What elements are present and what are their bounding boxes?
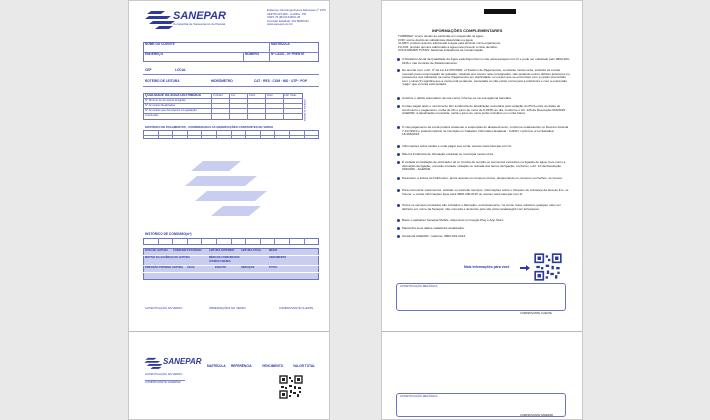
company-address-3: CNPJ 76.484.013/0001-45 [267,15,301,19]
info-paragraph: É vedada a instalação de eliminador de ar, bomba de sucção ou elementos estranhos na ligação de água, bem como a derivação da ligação, conexão cruzada, violação ou retirada dos lacres da ligação, conforme o Art. 10 da Resolução 003/2020 - AGEPAR. [402,161,570,172]
stub-qr-code-icon [279,375,303,399]
autenticacao-mecanica-label-2: AUTENTICAÇÃO MECÂNICA [400,394,438,398]
bill-front-page [128,0,330,420]
matricula-label: MATRÍCULA [271,42,290,46]
local-label: LOCAL [175,68,186,72]
servicos-label: SERVIÇOS [241,266,255,269]
stub-logo-icon [143,357,165,371]
consumo-faturado-label: CONSUMO FATURADO [173,249,202,252]
info-paragraph: Para comunicar vazamentos, solicitar ou cancelar serviços, informações sobre o bloqueio de cobrança da taxa de lixo, se houver, e outras informações ligue para 0800-200-0115 ou acesse www.sanepar.com.br. [402,189,570,196]
agua-label: ÁGUA [187,266,195,269]
arrow-right-icon [520,265,530,271]
autenticacao-verso-label: AUTENTICAÇÃO NO VERSO [145,306,183,310]
company-subtitle: Companhia de Saneamento do Paraná [173,22,226,26]
info-paragraph: Todos os serviços prestados são cobrados e faturados, exclusivamente, na conta. Caso solicitem qualquer valor em dinheiro em nome da Sanepar, não conceda e denuncie pelo site www.canaletegird.com.br/sanepar. [402,204,570,211]
media-consumo-label: MÉDIA DE CONSUMO DOS ÚLTIMOS 6 MESES [209,256,240,263]
info-paragraph: Mantenha seus dados cadastrais atualizados. [402,227,570,231]
info-paragraph: Informações sobre tarifas e onde pagar sua conta, acesse www.sanepar.com.br. [402,145,570,149]
company-address-4: Inscrição Estadual: 101.80060-84 [267,18,309,23]
media-label: MÉDIA [269,249,278,252]
info-paragraph: Baixe o aplicativo Sanepar Mobile, disponível no Google Play e App Store. [402,219,570,223]
redacted-block [484,9,516,14]
endereco-label: ENDEREÇO [145,52,164,56]
q-row-4: Conclusão [145,113,159,117]
info-paragraph: Ouvidoria AGEPAR - telefone: 0800-644-2013. [402,235,570,239]
company-name: SANEPAR [173,10,226,22]
hist-pagamentos-title: HISTÓRICO DE PAGAMENTOS - CONSIDERADAS AS OBSERVAÇÕES CONSTANTES NO VERSO [145,125,274,129]
motivo-label: MOTIVO DA AUSÊNCIA DE LEITURA [145,256,190,259]
cut-line-back [382,331,583,332]
q-col-colif: Colif. Totais [284,94,297,97]
stub-vencimento: VENCIMENTO [262,364,284,368]
autenticacao-mecanica-label: AUTENTICAÇÃO MECÂNICA [400,284,438,288]
qualidade-title: QUALIDADE DA ÁGUA DISTRIBUÍDA [145,93,201,97]
vencimento-label: VENCIMENTO [269,256,287,259]
mais-info-label: Mais informações para você [464,265,510,269]
glossary-4: FLÚOR: produto químico adicionado à água para prevenir a cárie dentária; [398,44,498,49]
info-paragraph: Contas pagas após o vencimento têm incidência de atualização monetária pela variação do IPCA entre as datas de vencimento e pagamento, multa de 2% e juros de mora de 0,033% ao dia, conforme o Art. 125 da Resolução 003/2020 - AGEPAR. A atualização monetária, multa e juros de mora serão incluídos em conta futura. [402,105,570,116]
info-paragraph: Autorize o débito automático da sua conta. Informe-se na sua agência bancária. [402,97,570,101]
info-paragraph: Para fazer a leitura do hidrômetro, anote apenas os números pretos, desprezando os números vermelhos, se houver. [402,177,570,181]
glossary-3: CLORO: produto químico adicionado à água para eliminar micro-organismos; [398,41,501,45]
q-row-1: Nº Mínimo de Amostras Exigidas [145,98,186,102]
q-col-fluor: Flúor [267,94,273,97]
comprovante-cliente-label: COMPROVANTE CLIENTE [279,306,314,310]
stub-comprovante: COMPROVANTE SANEPAR [145,380,181,384]
q-row-2: Nº Amostras Realizadas [145,103,176,107]
data-leitura-label: DATA DE LEITURA [145,249,169,252]
company-address-5: www.sanepar.com.br [267,22,293,26]
info-paragraph: O Relatório Anual da Qualidade da Água está disponível no site www.sanepar.com.br e pode ser solicitado pelo 0800-200-0115 e nas Centrais de Relacionamento. [402,58,570,65]
stub-company-name: SANEPAR [163,357,202,366]
numero-label: NÚMERO [245,52,260,56]
categorias-label: CAT · RES · COM · IND · UTP · POP [254,79,308,83]
client-name-label: NOME DO CLIENTE [145,42,175,46]
comprovante-cliente-back: COMPROVANTE CLIENTE [520,312,552,315]
comprovante-sanepar-back: COMPROVANTE SANEPAR [520,414,554,417]
bill-back-page [381,0,583,420]
q-col-cor: Cor [231,94,236,97]
stub-autenticacao: AUTENTICAÇÃO NO VERSO [145,372,183,376]
company-address-1: Endereço: Rua Engenheiros Rebouças nº 1376 [267,8,326,12]
leitura-anterior-label: LEITURA ANTERIOR [209,249,235,252]
glossary-2: COR: ocorre devido às substâncias dissolvidas na água; [398,37,474,42]
info-title: INFORMAÇÕES COMPLEMENTARES [432,28,503,33]
info-paragraph: O não pagamento da conta poderá ocasionar a suspensão do abastecimento, conforme estabelecido no Decreto Federal 7.217/2010 e poderá implicar na inscrição no Cadastro Informativo Estadual - CADIN, conforme a Lei Estadual 18.466/2015. [402,126,570,137]
leitura-atual-label: LEITURA ATUAL [241,249,262,252]
roteiro-label: ROTEIRO DE LEITURA [145,79,180,83]
stub-valor-total: VALOR TOTAL [293,364,316,368]
q-col-cloro: Cloro [249,94,256,97]
cep-label: CEP [145,68,152,72]
esgoto-label: ESGOTO [215,266,227,269]
company-address-2: CEP 80.215-900 - Curitiba - PR [267,11,307,16]
q-row-3: Nº Amostras que Atenderam à Legislação [145,108,197,112]
info-paragraph: De acordo com o Art. 4º da Lei 12.007/2009, o Histórico de Pagamentos, constante nesta conta, substitui as contas mensais para comprovação de quitação, relativas aos meses nela consignados, não quitando outros débitos anteriores ou posteriores aos indicados na conta. Pagamentos em duplicidade: os meses que se encontram com a opção preenchido com o sinal (X) significa que a conta está pendente, cancelada ou não existe conta para a referência e com a expressão "pago" que a conta está quitada. [402,69,570,87]
glossary-1: TURBIDEZ: ocorre devido às partículas em suspensão na água; [398,34,484,38]
hist-consumo-title: HISTÓRICO DE CONSUMO(m³) [145,232,192,236]
stub-matricula: MATRÍCULA [207,364,226,368]
watermark-logo-icon [181,159,273,221]
hidrometro-label: HIDRÔMETRO [211,79,233,83]
stub-referencia: REFERÊNCIA [231,364,252,368]
info-paragraph: Não há incidência de tributação estadual ou municipal nesta conta. [402,153,570,157]
total-label: TOTAL [269,266,278,269]
cut-line [129,331,330,332]
observacoes-verso-label: OBSERVAÇÕES NO VERSO [209,306,246,310]
glossary-5: COLIFORMES TOTAIS: bactérias indicadoras de contaminação. [398,48,484,52]
q-col-turbidez: Turbidez [213,94,223,97]
q-side-label: Unidades de medida [303,99,306,121]
back-qr-code-icon[interactable] [534,253,562,281]
previsao-label: PREVISÃO PRÓXIMA LEITURA [145,266,184,269]
lado-label: Nº LADO - Nº FRENTE [271,52,305,56]
